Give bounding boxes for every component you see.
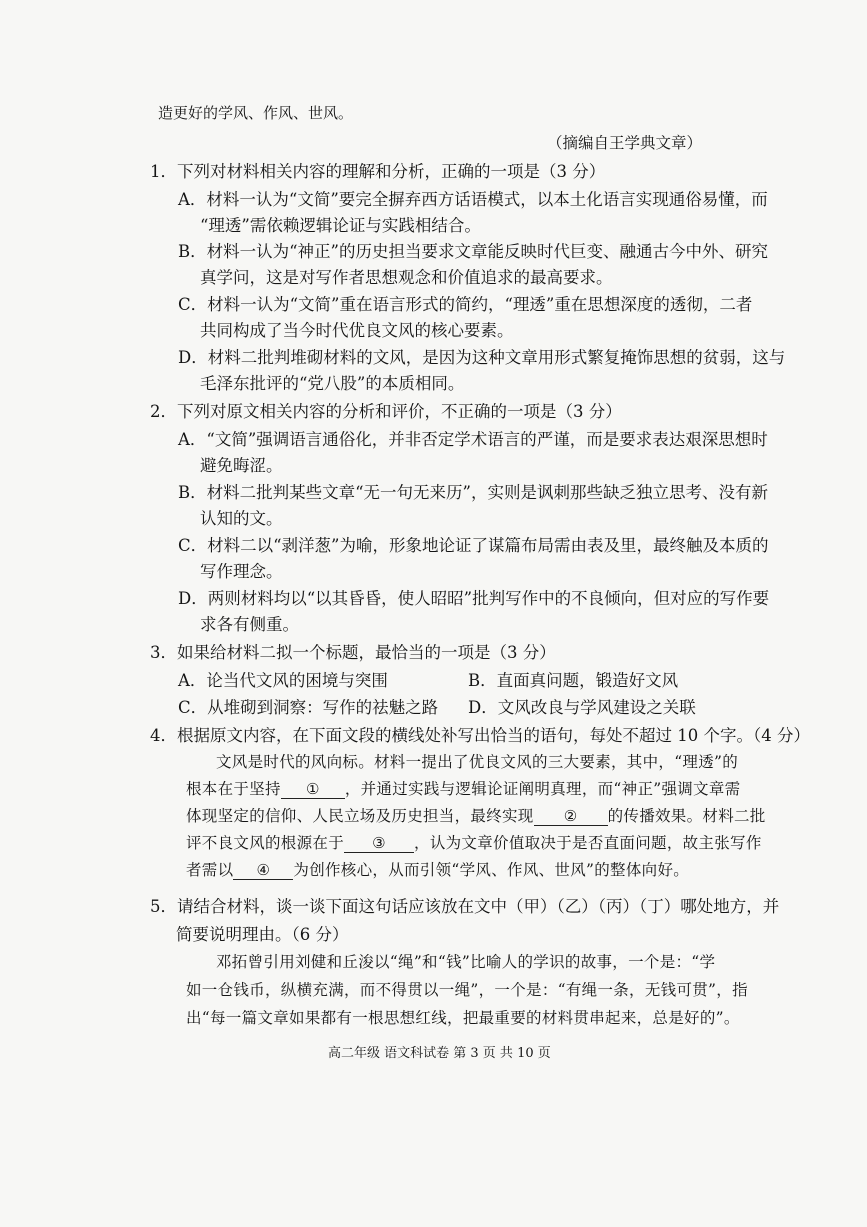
carryover-text: 造更好的学风、作风、世风。 [158,104,354,122]
blank-4[interactable]: ④ [233,862,293,880]
q3-option-c: C．从堆砌到洞察：写作的祛魅之路 [178,698,439,717]
q2-option-c-line1: C．材料二以“剥洋葱”为喻，形象地论证了谋篇布局需由表及里，最终触及本质的 [178,536,769,555]
q1-option-a-line1: A．材料一认为“文简”要完全摒弃西方话语模式，以本土化语言实现通俗易懂，而 [178,190,768,209]
q1-option-b-line1: B．材料一认为“神正”的历史担当要求文章能反映时代巨变、融通古今中外、研究 [178,242,768,261]
question-4-stem: 4．根据原文内容，在下面文段的横线处补写出恰当的语句，每处不超过 10 个字。（4 分） [150,726,810,745]
q1-option-a-line2: “理透”需依赖逻辑论证与实践相结合。 [200,216,481,235]
q2-option-d-line2: 求各有侧重。 [200,615,299,634]
question-5-stem-line1: 5．请结合材料，谈一谈下面这句话应该放在文中（甲）（乙）（丙）（丁）哪处地方，并 [150,897,780,916]
q1-option-d-line2: 毛泽东批评的“党八股”的本质相同。 [200,374,465,393]
q4-passage-line3: 体现坚定的信仰、人民立场及历史担当，最终实现 ② 的传播效果。材料二批 [186,807,766,825]
blank-3[interactable]: ③ [344,835,414,853]
q1-option-b-line2: 真学问，这是对写作者思想观念和价值追求的最高要求。 [200,268,613,287]
q3-option-b: B．直面真问题，锻造好文风 [468,671,679,690]
q2-option-a-line2: 避免晦涩。 [200,456,283,475]
q2-option-b-line1: B．材料二批判某些文章“无一句无来历”，实则是讽刺那些缺乏独立思考、没有新 [178,483,768,502]
question-5-stem-line2: 简要说明理由。（6 分） [176,925,349,944]
q5-passage-line1: 邓拓曾引用刘健和丘浚以“绳”和“钱”比喻人的学识的故事，一个是：“学 [216,953,716,971]
source-attribution: （摘编自王学典文章） [547,134,703,152]
q5-passage-line3: 出“每一篇文章如果都有一根思想红线，把最重要的材料贯串起来，总是好的”。 [186,1009,740,1027]
q3-option-d: D．文风改良与学风建设之关联 [468,698,696,717]
q4-passage-line1: 文风是时代的风向标。材料一提出了优良文风的三大要素，其中，“理透”的 [216,753,739,771]
blank-2[interactable]: ② [534,808,608,826]
q4-passage-line5: 者需以 ④ 为创作核心，从而引领“学风、作风、世风”的整体向好。 [186,861,690,879]
q2-option-a-line1: A．“文简”强调语言通俗化，并非否定学术语言的严谨，而是要求表达艰深思想时 [178,430,768,449]
q1-option-c-line1: C．材料一认为“文简”重在语言形式的简约，“理透”重在思想深度的透彻，二者 [178,295,753,314]
question-3-stem: 3．如果给材料二拟一个标题，最恰当的一项是（3 分） [150,643,556,662]
page-footer: 高二年级 语文科试卷 第 3 页 共 10 页 [328,1046,551,1061]
q5-passage-line2: 如一仓钱币，纵横充满，而不得贯以一绳”，一个是：“有绳一条，无钱可贯”，指 [186,981,748,999]
blank-1[interactable]: ① [281,781,345,799]
q1-option-c-line2: 共同构成了当今时代优良文风的核心要素。 [200,321,514,340]
q2-option-c-line2: 写作理念。 [200,562,283,581]
question-1-stem: 1．下列对材料相关内容的理解和分析，正确的一项是（3 分） [150,162,606,181]
q1-option-d-line1: D．材料二批判堆砌材料的文风，是因为这种文章用形式繁复掩饰思想的贫弱，这与 [178,348,786,367]
q4-passage-line2: 根本在于坚持 ① ，并通过实践与逻辑论证阐明真理，而“神正”强调文章需 [186,780,741,798]
q3-option-a: A．论当代文风的困境与突围 [178,671,388,690]
q2-option-d-line1: D．两则材料均以“以其昏昏，使人昭昭”批判写作中的不良倾向，但对应的写作要 [178,589,770,608]
q2-option-b-line2: 认知的文。 [200,509,283,528]
question-2-stem: 2．下列对原文相关内容的分析和评价，不正确的一项是（3 分） [150,402,622,421]
q4-passage-line4: 评不良文风的根源在于 ③ ，认为文章价值取决于是否直面问题，故主张写作 [186,834,762,852]
